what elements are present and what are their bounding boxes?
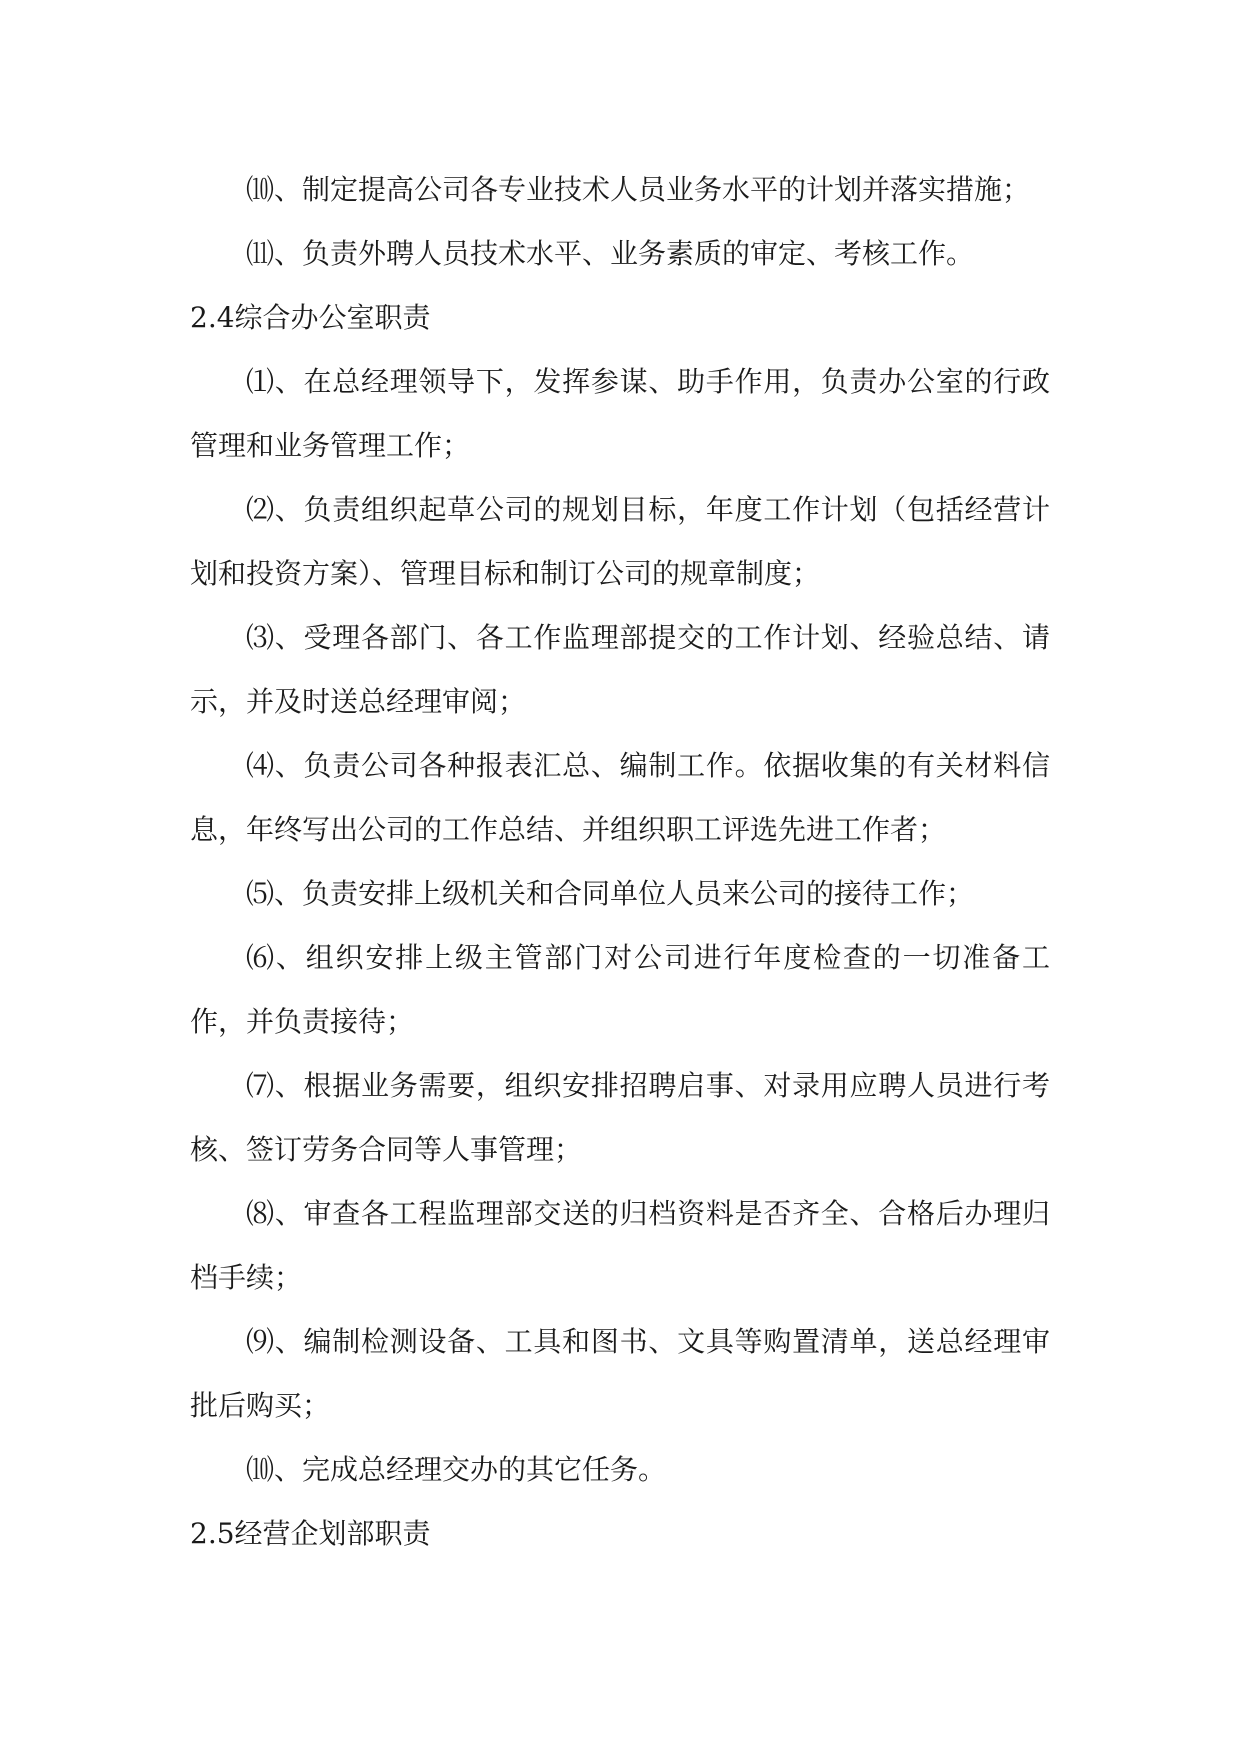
list-item: ⑻、审查各工程监理部交送的归档资料是否齐全、合格后办理归档手续；	[190, 1197, 1050, 1294]
list-item: ⑶、受理各部门、各工作监理部提交的工作计划、经验总结、请示，并及时送总经理审阅；	[190, 621, 1050, 718]
document-body	[190, 158, 1050, 1566]
list-item: ⑴、在总经理领导下，发挥参谋、助手作用，负责办公室的行政管理和业务管理工作；	[190, 365, 1050, 462]
list-item: ⑽、制定提高公司各专业技术人员业务水平的计划并落实措施；	[246, 173, 1031, 206]
list-item: ⑼、编制检测设备、工具和图书、文具等购置清单，送总经理审批后购买；	[190, 1325, 1050, 1422]
list-item: ⑹、组织安排上级主管部门对公司进行年度检查的一切准备工作，并负责接待；	[190, 941, 1050, 1038]
section-heading: 2.4综合办公室职责	[190, 301, 431, 334]
section-heading: 2.5经营企划部职责	[190, 1517, 431, 1550]
list-item: ⑾、负责外聘人员技术水平、业务素质的审定、考核工作。	[246, 237, 975, 270]
list-item: ⑺、根据业务需要，组织安排招聘启事、对录用应聘人员进行考核、签订劳务合同等人事管理；	[190, 1069, 1050, 1166]
list-item: ⑷、负责公司各种报表汇总、编制工作。依据收集的有关材料信息，年终写出公司的工作总结、并组织职工评选先进工作者；	[190, 749, 1050, 846]
list-item: ⑽、完成总经理交办的其它任务。	[246, 1453, 667, 1486]
list-item: ⑸、负责安排上级机关和合同单位人员来公司的接待工作；	[246, 877, 975, 910]
list-item: ⑵、负责组织起草公司的规划目标，年度工作计划（包括经营计划和投资方案）、管理目标和制订公司的规章制度；	[190, 493, 1050, 590]
